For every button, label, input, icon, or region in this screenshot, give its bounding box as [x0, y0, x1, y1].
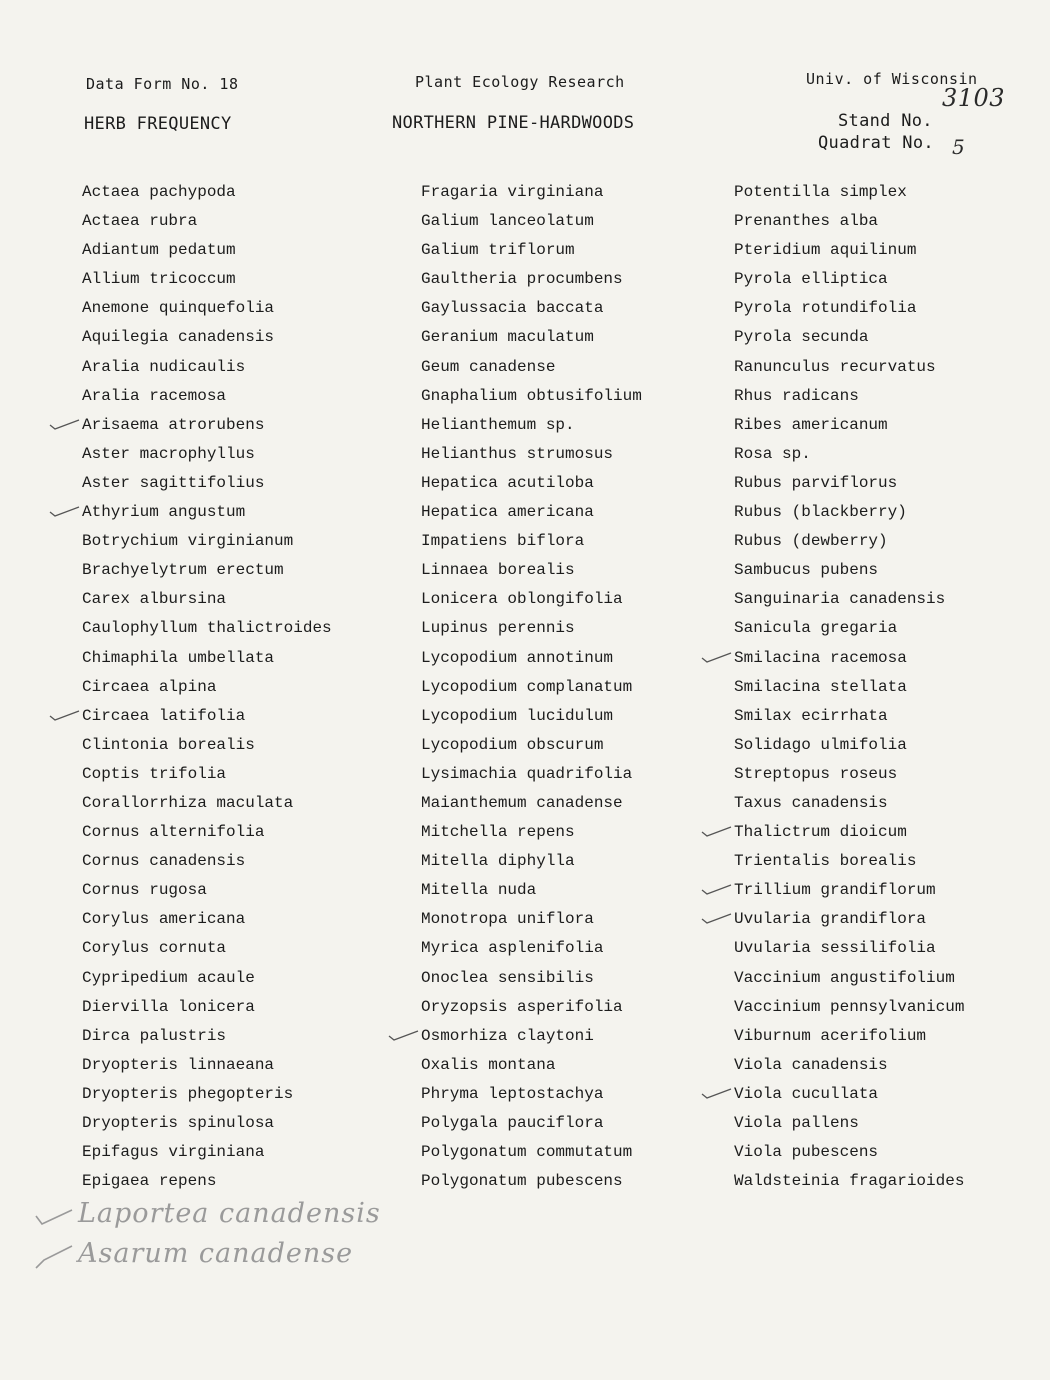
species-name: Uvularia grandiflora — [734, 910, 927, 929]
species-name: Lycopodium annotinum — [421, 648, 614, 667]
species-item — [734, 323, 964, 352]
species-name: Gaultheria procumbens — [421, 270, 623, 289]
species-item — [734, 1167, 964, 1196]
species-name: Trientalis borealis — [734, 852, 917, 871]
species-item — [734, 527, 964, 556]
species-name: Thalictrum dioicum — [734, 823, 907, 842]
species-name: Lycopodium obscurum — [421, 735, 604, 754]
species-item — [734, 265, 964, 294]
species-name: Smilacina stellata — [734, 677, 907, 696]
species-item — [734, 556, 964, 585]
quadrat-number-value: 5 — [952, 135, 966, 159]
species-name: Allium tricoccum — [82, 270, 236, 289]
species-item — [82, 934, 332, 963]
species-name: Galium lanceolatum — [421, 212, 594, 231]
species-name: Clintonia borealis — [82, 735, 255, 754]
species-item — [421, 847, 642, 876]
species-name: Cornus rugosa — [82, 881, 207, 900]
species-item — [734, 614, 964, 643]
species-name: Osmorhiza claytoni — [421, 1026, 594, 1045]
species-name: Dirca palustris — [82, 1026, 227, 1045]
species-item — [421, 905, 642, 934]
species-name: Adiantum pedatum — [82, 241, 236, 260]
species-name: Hepatica americana — [421, 503, 594, 522]
species-name: Dryopteris phegopteris — [82, 1084, 294, 1103]
species-item — [734, 178, 964, 207]
species-item — [82, 789, 332, 818]
species-name: Aster sagittifolius — [82, 473, 265, 492]
species-item — [734, 847, 964, 876]
species-name: Aquilegia canadensis — [82, 328, 275, 347]
species-item — [421, 673, 642, 702]
species-item — [421, 207, 642, 236]
species-item — [734, 1022, 964, 1051]
species-item — [734, 673, 964, 702]
species-name: Viola cucullata — [734, 1084, 879, 1103]
species-item — [82, 236, 332, 265]
species-item — [82, 760, 332, 789]
species-name: Lupinus perennis — [421, 619, 575, 638]
species-name: Viola pallens — [734, 1114, 859, 1132]
handwritten-addition-2: Asarum canadense — [78, 1238, 354, 1269]
species-item — [82, 847, 332, 876]
species-name: Aralia racemosa — [82, 386, 227, 405]
species-item — [82, 498, 332, 527]
species-item — [82, 1022, 332, 1051]
species-name: Pyrola secunda — [734, 328, 869, 347]
species-name: Lycopodium lucidulum — [421, 706, 614, 725]
species-name: Polygonatum commutatum — [421, 1143, 633, 1162]
species-column-1 — [82, 178, 332, 1196]
species-item — [421, 818, 642, 847]
species-item — [421, 614, 642, 643]
species-item — [734, 294, 964, 323]
stand-label: Stand No. — [838, 111, 933, 131]
species-item — [421, 702, 642, 731]
check-mark-icon — [48, 413, 80, 433]
species-name: Prenanthes alba — [734, 212, 879, 231]
check-mark-icon — [48, 704, 80, 724]
species-name: Uvularia sessilifolia — [734, 939, 936, 958]
species-name: Geum canadense — [421, 357, 556, 376]
species-item — [421, 236, 642, 265]
species-item — [421, 440, 642, 469]
species-item — [421, 731, 642, 760]
species-name: Gnaphalium obtusifolium — [421, 386, 642, 405]
species-item — [82, 527, 332, 556]
species-name: Sanguinaria canadensis — [734, 590, 946, 609]
species-item — [734, 1138, 964, 1167]
species-item — [734, 498, 964, 527]
species-name: Chimaphila umbellata — [82, 648, 275, 667]
species-name: Circaea latifolia — [82, 706, 246, 725]
species-item — [82, 265, 332, 294]
pencil-check-icon — [32, 1206, 76, 1228]
species-item — [82, 1109, 332, 1138]
check-mark-icon — [700, 1082, 732, 1102]
species-name: Coptis trifolia — [82, 764, 227, 783]
species-item — [82, 585, 332, 614]
species-name: Rubus (dewberry) — [734, 532, 888, 551]
species-item — [421, 1051, 642, 1080]
species-item — [82, 440, 332, 469]
species-name: Solidago ulmifolia — [734, 735, 907, 754]
species-name: Vaccinium pennsylvanicum — [734, 997, 965, 1016]
species-name: Streptopus roseus — [734, 764, 898, 783]
species-name: Helianthus strumosus — [421, 444, 614, 463]
species-name: Actaea rubra — [82, 212, 198, 231]
species-item — [734, 964, 964, 993]
species-name: Viola canadensis — [734, 1055, 888, 1074]
species-name: Sanicula gregaria — [734, 619, 898, 638]
species-name: Actaea pachypoda — [82, 183, 236, 201]
species-item — [734, 818, 964, 847]
species-item — [82, 353, 332, 382]
species-item — [82, 469, 332, 498]
species-item — [421, 498, 642, 527]
species-item — [734, 702, 964, 731]
community-title: NORTHERN PINE-HARDWOODS — [392, 113, 635, 133]
species-name: Epifagus virginiana — [82, 1143, 265, 1162]
species-name: Circaea alpina — [82, 677, 217, 696]
species-name: Ranunculus recurvatus — [734, 357, 936, 376]
species-item — [421, 1109, 642, 1138]
species-column-2 — [421, 178, 642, 1196]
species-item — [734, 585, 964, 614]
pencil-check-icon — [32, 1242, 76, 1272]
check-mark-icon — [700, 907, 732, 927]
species-item — [421, 323, 642, 352]
species-name: Polygala pauciflora — [421, 1114, 604, 1132]
species-name: Brachyelytrum erectum — [82, 561, 284, 580]
species-name: Dryopteris spinulosa — [82, 1114, 275, 1132]
species-name: Lonicera oblongifolia — [421, 590, 623, 609]
species-item — [734, 1109, 964, 1138]
species-item — [82, 993, 332, 1022]
species-name: Sambucus pubens — [734, 561, 879, 580]
species-item — [734, 876, 964, 905]
species-item — [82, 731, 332, 760]
species-item — [82, 614, 332, 643]
species-name: Smilax ecirrhata — [734, 706, 888, 725]
species-item — [734, 469, 964, 498]
species-name: Carex albursina — [82, 590, 227, 609]
check-mark-icon — [387, 1024, 419, 1044]
species-name: Cornus alternifolia — [82, 823, 265, 842]
species-item — [421, 1080, 642, 1109]
species-name: Maianthemum canadense — [421, 793, 623, 812]
species-name: Corylus americana — [82, 910, 246, 929]
species-name: Dryopteris linnaeana — [82, 1055, 275, 1074]
check-mark-icon — [700, 878, 732, 898]
species-item — [82, 1167, 332, 1196]
species-name: Lysimachia quadrifolia — [421, 764, 633, 783]
species-item — [421, 1167, 642, 1196]
stand-number-value: 3103 — [942, 84, 1006, 112]
species-name: Lycopodium complanatum — [421, 677, 633, 696]
species-item — [82, 964, 332, 993]
species-item — [82, 905, 332, 934]
species-item — [421, 382, 642, 411]
species-name: Epigaea repens — [82, 1172, 217, 1191]
species-item — [734, 905, 964, 934]
species-name: Pyrola rotundifolia — [734, 299, 917, 318]
species-item — [734, 760, 964, 789]
species-item — [421, 294, 642, 323]
species-item — [734, 353, 964, 382]
species-item — [421, 1022, 642, 1051]
species-item — [734, 1080, 964, 1109]
species-item — [421, 527, 642, 556]
species-name: Monotropa uniflora — [421, 910, 594, 929]
species-name: Phryma leptostachya — [421, 1084, 604, 1103]
species-item — [82, 644, 332, 673]
species-name: Hepatica acutiloba — [421, 473, 594, 492]
species-name: Botrychium virginianum — [82, 532, 294, 551]
species-name: Onoclea sensibilis — [421, 968, 594, 987]
species-name: Fragaria virginiana — [421, 183, 604, 201]
check-mark-icon — [48, 500, 80, 520]
species-item — [421, 760, 642, 789]
species-name: Athyrium angustum — [82, 503, 246, 522]
check-mark-icon — [700, 820, 732, 840]
species-name: Mitella nuda — [421, 881, 537, 900]
species-item — [734, 934, 964, 963]
quadrat-label: Quadrat No. — [818, 133, 934, 153]
species-name: Trillium grandiflorum — [734, 881, 936, 900]
species-item — [82, 818, 332, 847]
species-name: Myrica asplenifolia — [421, 939, 604, 958]
species-name: Anemone quinquefolia — [82, 299, 275, 318]
research-label: Plant Ecology Research — [415, 73, 625, 91]
species-name: Linnaea borealis — [421, 561, 575, 580]
species-item — [82, 382, 332, 411]
species-name: Arisaema atrorubens — [82, 415, 265, 434]
species-item — [734, 236, 964, 265]
species-name: Taxus canadensis — [734, 793, 888, 812]
form-number: Data Form No. 18 — [86, 75, 239, 93]
species-item — [734, 731, 964, 760]
species-name: Mitella diphylla — [421, 852, 575, 871]
species-item — [421, 644, 642, 673]
species-name: Helianthemum sp. — [421, 415, 575, 434]
species-name: Gaylussacia baccata — [421, 299, 604, 318]
species-name: Mitchella repens — [421, 823, 575, 842]
species-item — [82, 1080, 332, 1109]
species-item — [82, 876, 332, 905]
species-name: Rubus parviflorus — [734, 473, 898, 492]
species-item — [421, 556, 642, 585]
species-item — [734, 207, 964, 236]
species-column-3 — [734, 178, 964, 1196]
species-item — [82, 1051, 332, 1080]
species-item — [734, 440, 964, 469]
species-item — [421, 585, 642, 614]
species-name: Aralia nudicaulis — [82, 357, 246, 376]
species-name: Ribes americanum — [734, 415, 888, 434]
species-item — [82, 673, 332, 702]
university-label: Univ. of Wisconsin — [806, 70, 978, 88]
species-name: Corylus cornuta — [82, 939, 227, 958]
species-name: Cypripedium acaule — [82, 968, 255, 987]
species-name: Pteridium aquilinum — [734, 241, 917, 260]
species-item — [421, 469, 642, 498]
species-item — [734, 382, 964, 411]
species-name: Polygonatum pubescens — [421, 1172, 623, 1191]
species-item — [421, 411, 642, 440]
species-name: Aster macrophyllus — [82, 444, 255, 463]
species-name: Viburnum acerifolium — [734, 1026, 927, 1045]
species-item — [734, 644, 964, 673]
species-item — [421, 178, 642, 207]
species-item — [421, 265, 642, 294]
species-name: Waldsteinia fragarioides — [734, 1172, 965, 1191]
species-name: Cornus canadensis — [82, 852, 246, 871]
species-item — [734, 993, 964, 1022]
species-item — [82, 556, 332, 585]
species-name: Galium triflorum — [421, 241, 575, 260]
species-item — [82, 178, 332, 207]
species-item — [421, 964, 642, 993]
species-item — [734, 1051, 964, 1080]
species-name: Diervilla lonicera — [82, 997, 255, 1016]
species-name: Corallorrhiza maculata — [82, 793, 294, 812]
species-item — [421, 1138, 642, 1167]
species-name: Geranium maculatum — [421, 328, 594, 347]
species-name: Impatiens biflora — [421, 532, 585, 551]
species-item — [734, 789, 964, 818]
species-name: Oryzopsis asperifolia — [421, 997, 623, 1016]
species-item — [82, 323, 332, 352]
species-name: Caulophyllum thalictroides — [82, 619, 332, 638]
species-item — [421, 876, 642, 905]
species-item — [82, 1138, 332, 1167]
species-item — [82, 294, 332, 323]
species-name: Potentilla simplex — [734, 183, 907, 201]
species-item — [82, 702, 332, 731]
species-item — [734, 411, 964, 440]
species-name: Rosa sp. — [734, 444, 811, 463]
species-item — [421, 353, 642, 382]
species-name: Pyrola elliptica — [734, 270, 888, 289]
species-item — [421, 993, 642, 1022]
handwritten-addition-1: Laportea canadensis — [78, 1198, 381, 1229]
species-name: Rhus radicans — [734, 386, 859, 405]
species-name: Viola pubescens — [734, 1143, 879, 1162]
check-mark-icon — [700, 646, 732, 666]
species-item — [82, 411, 332, 440]
species-item — [421, 789, 642, 818]
species-name: Oxalis montana — [421, 1055, 556, 1074]
species-item — [82, 207, 332, 236]
species-name: Vaccinium angustifolium — [734, 968, 955, 987]
species-name: Smilacina racemosa — [734, 648, 907, 667]
form-title: HERB FREQUENCY — [84, 114, 232, 134]
species-item — [421, 934, 642, 963]
species-name: Rubus (blackberry) — [734, 503, 907, 522]
